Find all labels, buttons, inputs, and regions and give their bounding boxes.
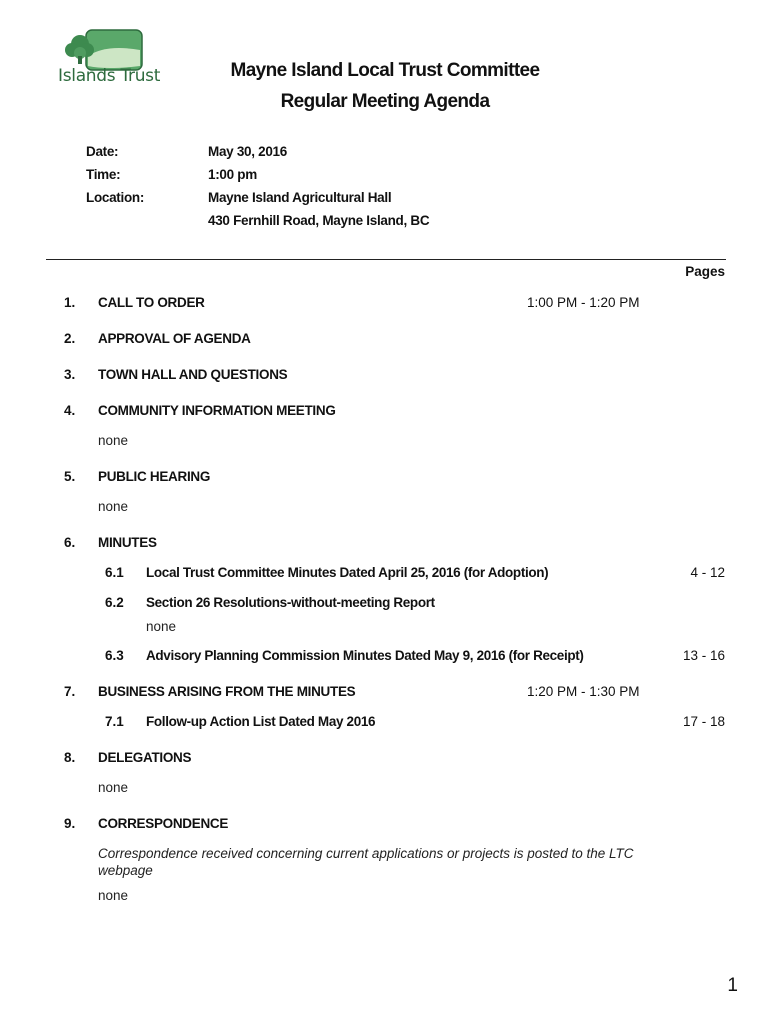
page-title: Mayne Island Local Trust Committee xyxy=(230,60,540,81)
item-title: APPROVAL OF AGENDA xyxy=(98,331,251,346)
item-time: 1:00 PM - 1:20 PM xyxy=(527,295,640,310)
subitem-note: none xyxy=(146,619,177,634)
location-label: Location: xyxy=(86,190,145,205)
item-number: 5. xyxy=(64,469,76,484)
page-number: 1 xyxy=(727,975,738,996)
item-title: CORRESPONDENCE xyxy=(98,816,229,831)
subitem-pages: 13 - 16 xyxy=(682,648,725,663)
subitem-title: Section 26 Resolutions-without-meeting Report xyxy=(146,595,435,610)
item-note: none xyxy=(98,499,129,514)
item-number: 7. xyxy=(64,684,76,699)
item-title: TOWN HALL AND QUESTIONS xyxy=(98,367,288,382)
subitem-title: Local Trust Committee Minutes Dated April 25, 2016 (for Adoption) xyxy=(146,565,549,580)
item-number: 2. xyxy=(64,331,76,346)
subitem-title: Follow-up Action List Dated May 2016 xyxy=(146,714,376,729)
subitem-pages: 17 - 18 xyxy=(682,714,725,729)
subitem-title: Advisory Planning Commission Minutes Dated May 9, 2016 (for Receipt) xyxy=(146,648,584,663)
item-title: MINUTES xyxy=(98,535,157,550)
item-number: 3. xyxy=(64,367,76,382)
item-number: 4. xyxy=(64,403,76,418)
time-value: 1:00 pm xyxy=(208,167,257,182)
item-note: none xyxy=(98,433,129,448)
item-title: DELEGATIONS xyxy=(98,750,192,765)
item-title: CALL TO ORDER xyxy=(98,295,205,310)
item-time: 1:20 PM - 1:30 PM xyxy=(527,684,640,699)
item-title: BUSINESS ARISING FROM THE MINUTES xyxy=(98,684,356,699)
item-number: 8. xyxy=(64,750,76,765)
logo-text: Islands Trust xyxy=(58,66,161,86)
pages-column-header: Pages xyxy=(685,264,725,279)
item-number: 6. xyxy=(64,535,76,550)
item-title: PUBLIC HEARING xyxy=(98,469,211,484)
date-value: May 30, 2016 xyxy=(208,144,287,159)
location-value-line1: Mayne Island Agricultural Hall xyxy=(208,190,392,205)
subitem-pages: 4 - 12 xyxy=(690,565,725,580)
subitem-number: 6.2 xyxy=(105,595,124,610)
location-value-line2: 430 Fernhill Road, Mayne Island, BC xyxy=(208,213,430,228)
item-number: 9. xyxy=(64,816,76,831)
subitem-number: 6.1 xyxy=(105,565,124,580)
item-note: none xyxy=(98,780,129,795)
subitem-number: 7.1 xyxy=(105,714,124,729)
item-number: 1. xyxy=(64,295,76,310)
page-subtitle: Regular Meeting Agenda xyxy=(280,91,490,112)
time-label: Time: xyxy=(86,167,121,182)
item-italic-note: Correspondence received concerning current applications or projects is posted to the LTC webpage xyxy=(98,846,634,878)
item-title: COMMUNITY INFORMATION MEETING xyxy=(98,403,336,418)
date-label: Date: xyxy=(86,144,119,159)
divider xyxy=(46,259,726,260)
subitem-number: 6.3 xyxy=(105,648,124,663)
item-note: none xyxy=(98,888,129,903)
